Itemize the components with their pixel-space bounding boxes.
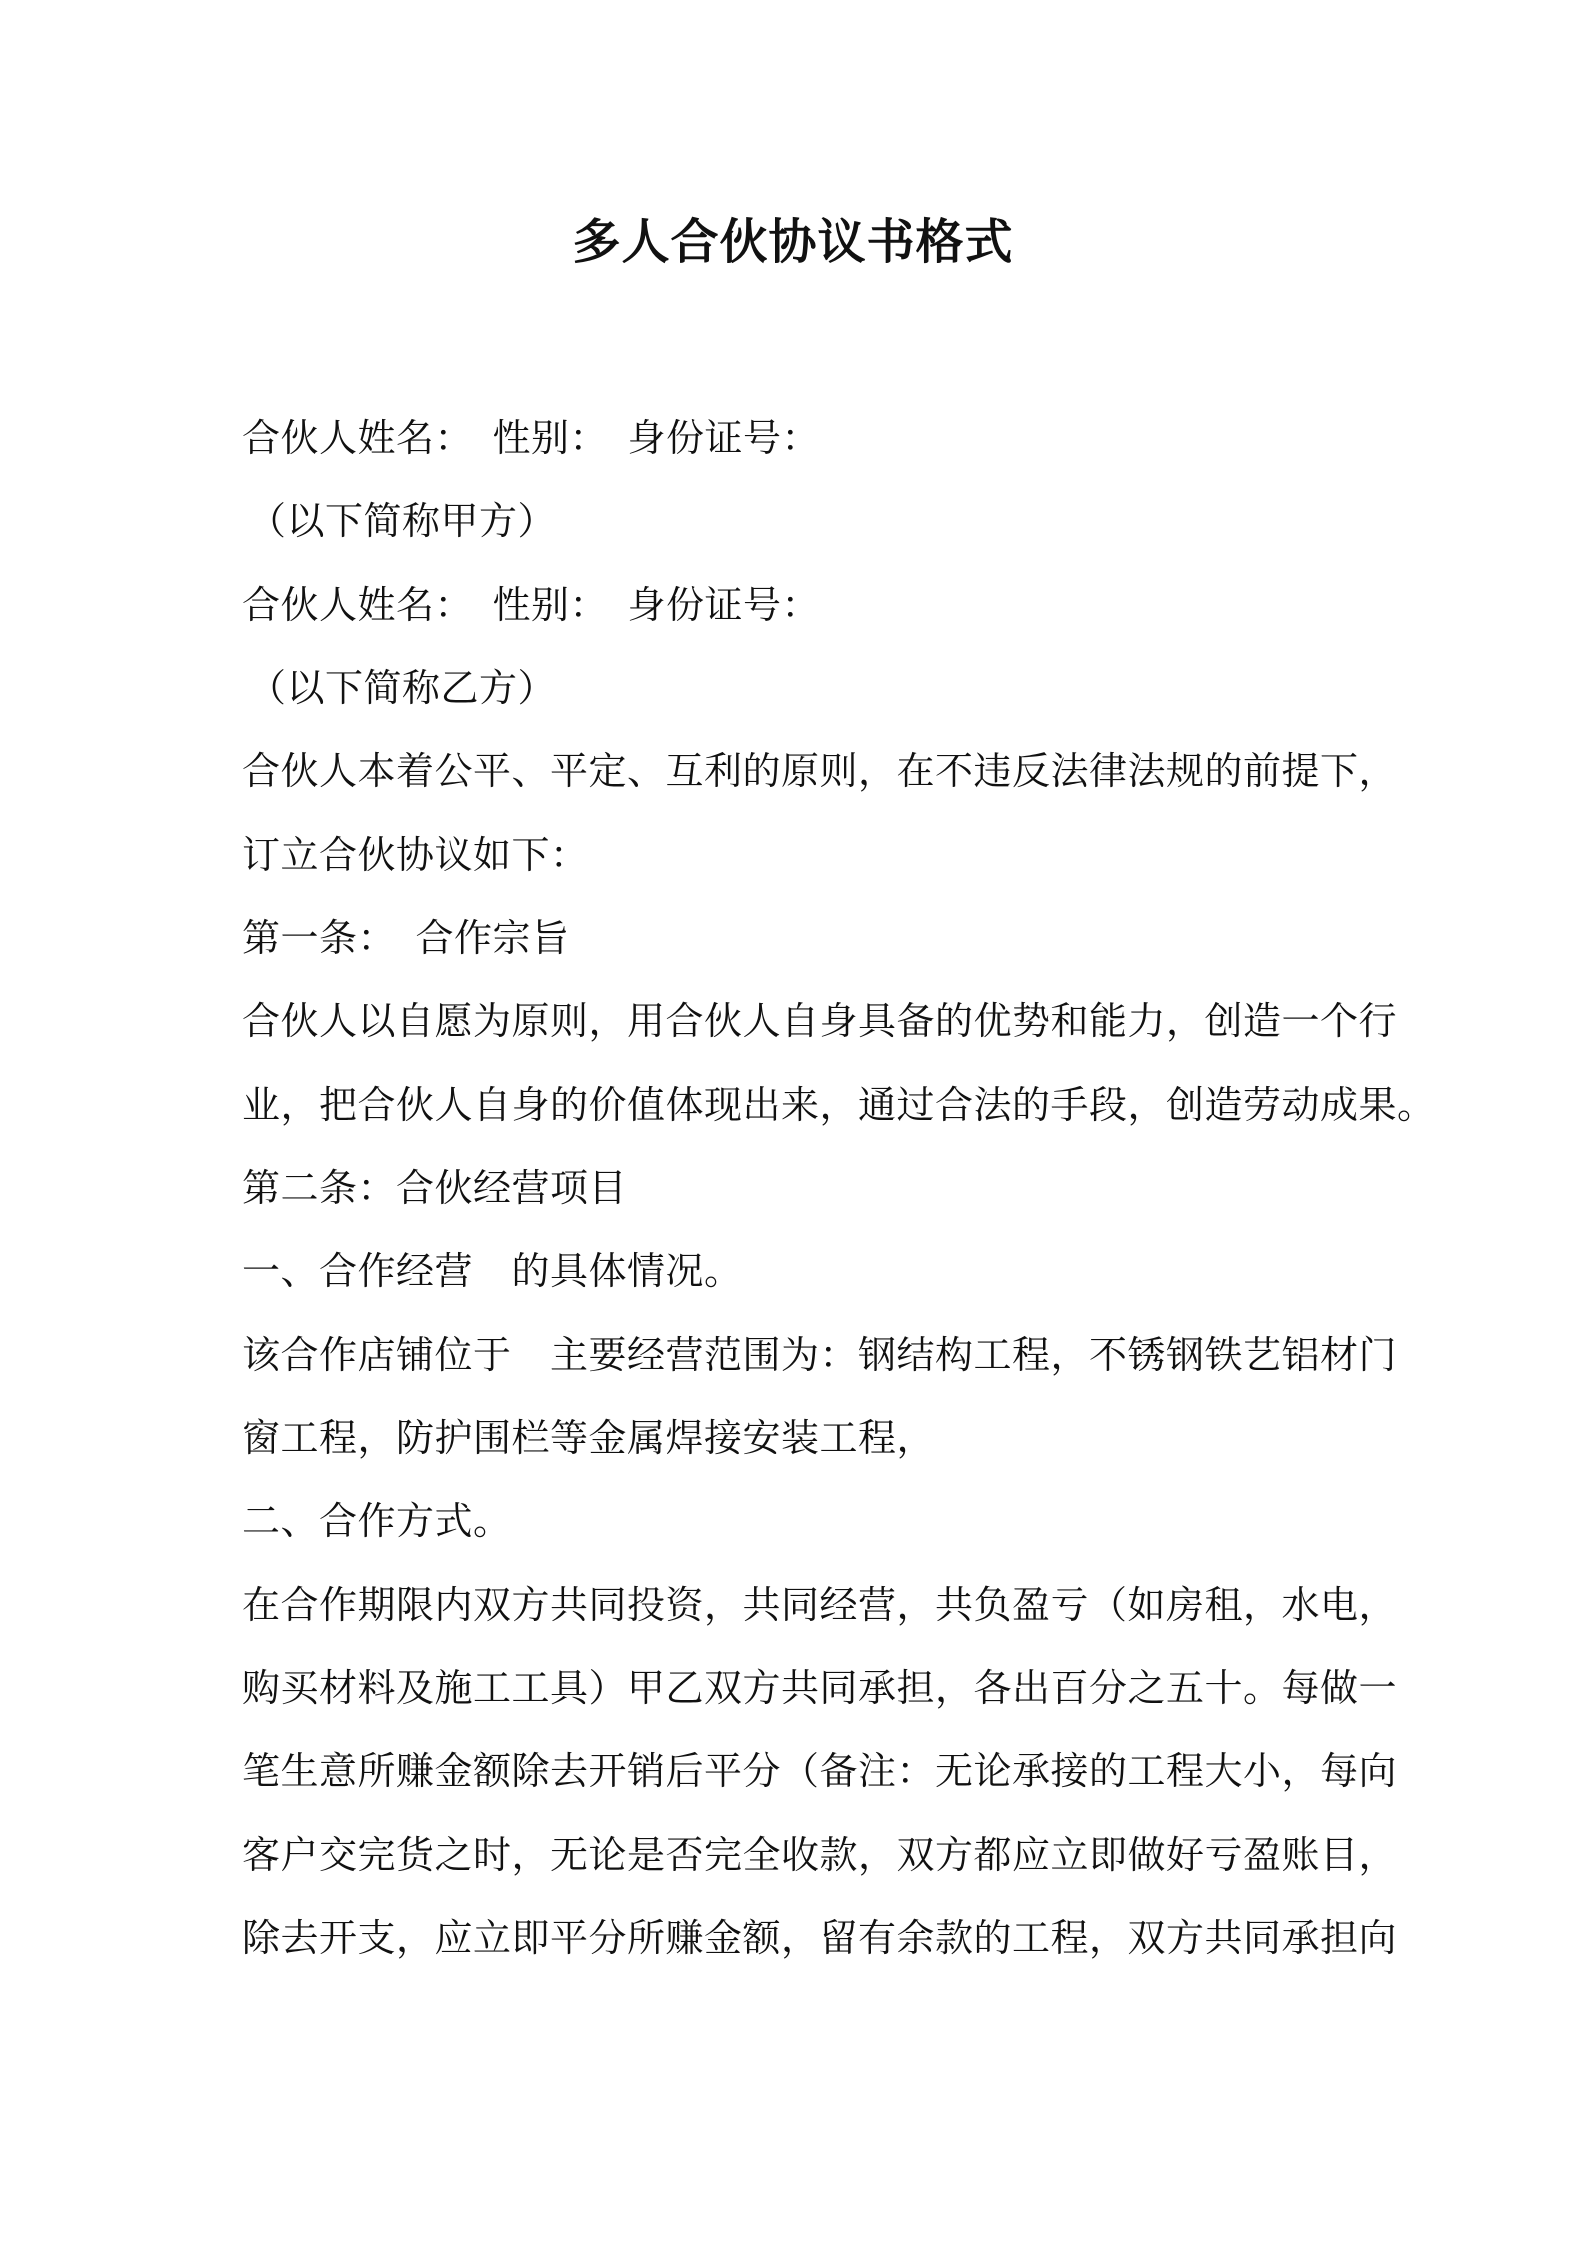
section-2-text-line-1: 在合作期限内双方共同投资，共同经营，共负盈亏（如房租，水电， — [242, 1583, 1398, 1627]
article-1-heading: 第一条： 合作宗旨 — [242, 916, 570, 960]
principle-line-2: 订立合伙协议如下： — [242, 833, 589, 877]
section-2-text-line-5: 除去开支，应立即平分所赚金额，留有余款的工程，双方共同承担向 — [242, 1916, 1398, 1960]
section-2-text-line-3: 笔生意所赚金额除去开销后平分（备注：无论承接的工程大小，每向 — [242, 1749, 1398, 1793]
party-b-note-line: （以下简称乙方） — [248, 666, 557, 710]
article-1-text-line-2: 业，把合伙人自身的价值体现出来，通过合法的手段，创造劳动成果。 — [242, 1083, 1436, 1127]
party-a-note-line: （以下简称甲方） — [248, 499, 557, 543]
document-title: 多人合伙协议书格式 — [572, 214, 1014, 270]
section-1-text-line-1: 该合作店铺位于 主要经营范围为：钢结构工程，不锈钢铁艺铝材门 — [242, 1333, 1398, 1377]
partner-b-info-line: 合伙人姓名： 性别： 身份证号： — [242, 583, 821, 627]
section-2-heading: 二、合作方式。 — [242, 1499, 512, 1543]
partner-a-info-line: 合伙人姓名： 性别： 身份证号： — [242, 416, 821, 460]
section-2-text-line-2: 购买材料及施工工具）甲乙双方共同承担，各出百分之五十。每做一 — [242, 1666, 1398, 1710]
principle-line-1: 合伙人本着公平、平定、互利的原则，在不违反法律法规的前提下， — [242, 749, 1398, 793]
article-1-text-line-1: 合伙人以自愿为原则，用合伙人自身具备的优势和能力，创造一个行 — [242, 999, 1398, 1043]
article-2-heading: 第二条：合伙经营项目 — [242, 1166, 628, 1210]
section-1-heading: 一、合作经营 的具体情况。 — [242, 1249, 743, 1293]
section-1-text-line-2: 窗工程，防护围栏等金属焊接安装工程， — [242, 1416, 936, 1460]
section-2-text-line-4: 客户交完货之时，无论是否完全收款，双方都应立即做好亏盈账目， — [242, 1833, 1398, 1877]
